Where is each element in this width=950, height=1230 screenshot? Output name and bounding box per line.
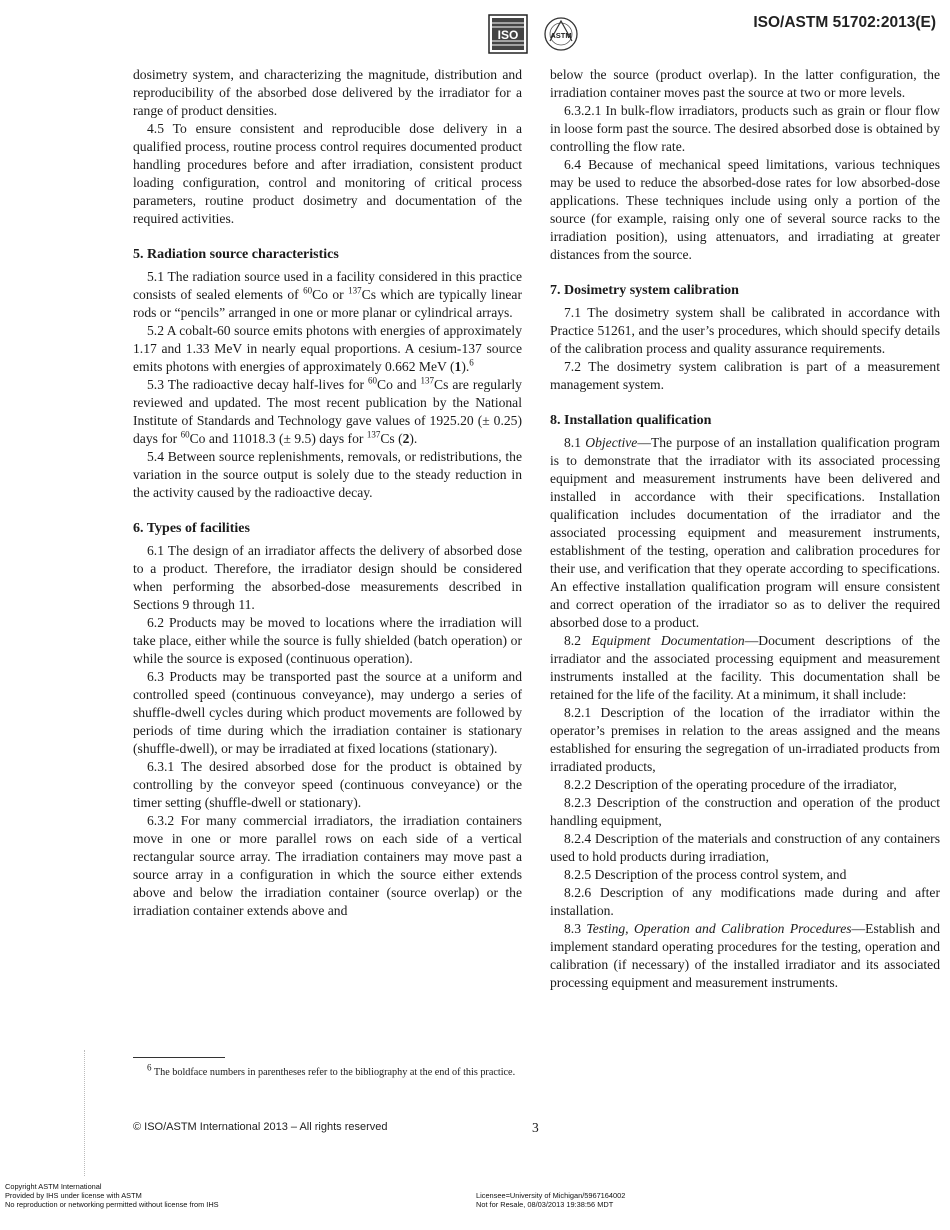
license-left: Copyright ASTM International Provided by IHS under license with ASTM No reproduction or networking permitted without license from IHS: [5, 1182, 219, 1209]
paragraph-6-4: 6.4 Because of mechanical speed limitations, various techniques may be used to reduce the absorbed-dose rates for low absorbed-dose applications. These techniques include using only a portion of the source (for example, raising only one of several source racks to the irradiation position), using attenuators, and irradiating at greater distances from the source.: [550, 157, 940, 262]
footnote: $^6$ The boldface numbers in parentheses refer to the bibliography at the end of this practice.: [147, 1062, 516, 1078]
paragraph-5-2: 5.2 A cobalt-60 source emits photons with energies of approximately 1.17 and 1.33 MeV in nearly equal proportions. A cesium-137 source emits photons with energies of approximately 0.662 MeV (1).$^6$: [133, 323, 522, 374]
paragraph-8-2-2: 8.2.2 Description of the operating procedure of the irradiator,: [564, 777, 897, 792]
paragraph-6-3-1: 6.3.1 The desired absorbed dose for the product is obtained by controlling by the conveyor speed (continuous conveyance) or the timer setting (shuffle-dwell or stationary).: [133, 759, 522, 810]
margin-dotted-line: [84, 1050, 85, 1176]
page-number: 3: [532, 1120, 539, 1135]
paragraph-4-5: 4.5 To ensure consistent and reproducible dose delivery in a qualified process, routine process control requires documented product handling procedures before and after irradiation, consistent product loading configuration, control and monitoring of critical process parameters, routine product dosimetry and documentation of the required activities.: [133, 121, 522, 226]
paragraph-8-2-3: 8.2.3 Description of the construction and operation of the product handling equipment,: [550, 795, 940, 828]
paragraph-6-3-2: 6.3.2 For many commercial irradiators, the irradiation containers move in one or more parallel rows on each side of a vertical rectangular source array. The irradiation containers may move past a source array in a configuration in which the source either extends above and below the irradiation container (source overlap) or the irradiation container extends above and: [133, 813, 522, 918]
paragraph-7-2: 7.2 The dosimetry system calibration is part of a measurement management system.: [550, 359, 940, 392]
license-right: Licensee=University of Michigan/5967164002 Not for Resale, 08/03/2013 19:38:56 MDT: [476, 1191, 626, 1209]
paragraph-5-1: 5.1 The radiation source used in a facility considered in this practice consists of sealed elements of $^{60}$Co or $^{137}$Cs which are typically linear rods or “pencils” arranged in one or more planar or cylindrical arrays.: [133, 269, 522, 320]
paragraph-8-2-4: 8.2.4 Description of the materials and construction of any containers used to hold products during irradiation,: [550, 831, 940, 864]
astm-logo-icon: [542, 15, 580, 53]
heading-section-7: 7. Dosimetry system calibration: [550, 283, 739, 298]
paragraph-8-3: 8.3 Testing, Operation and Calibration Procedures—Establish and implement standard operating procedures for the testing, operation and calibration (if necessary) of the installed irradiator and its associated processing equipment and measurement instruments.: [550, 921, 941, 990]
footnote-divider: [133, 1057, 225, 1058]
left-column: [133, 66, 522, 920]
paragraph-8-2-6: 8.2.6 Description of any modifications made during and after installation.: [550, 885, 940, 918]
paragraph-6-3-2-continued: below the source (product overlap). In the latter configuration, the irradiation container moves past the source at two or more levels.: [550, 67, 940, 100]
paragraph-6-3: 6.3 Products may be transported past the source at a uniform and controlled speed (continuous conveyance), may undergo a series of shuffle-dwell cycles during which product movements are followed by periods of time during which the irradiation container is stationary (shuffle-dwell), or may be irradiated at fixed locations (stationary).: [133, 669, 522, 756]
paragraph-6-2: 6.2 Products may be moved to locations where the irradiation will take place, either while the source is fully shielded (batch operation) or while the source is exposed (continuous operation).: [133, 615, 522, 666]
document-id: ISO/ASTM 51702:2013(E): [753, 14, 936, 31]
paragraph-8-2: 8.2 Equipment Documentation—Document descriptions of the irradiator and the associated processing equipment and measurement instruments installed at the facility. This documentation shall be retained for the life of the facility. At a minimum, it shall include:: [550, 633, 940, 702]
paragraph-4-4-continued: dosimetry system, and characterizing the magnitude, distribution and reproducibility of the absorbed dose delivered by the irradiator for a range of product densities.: [133, 67, 522, 118]
paragraph-5-4: 5.4 Between source replenishments, removals, or redistributions, the variation in the source output is solely due to the steady reduction in the activity caused by the radioactive decay.: [133, 449, 522, 500]
paragraph-8-2-5: 8.2.5 Description of the process control system, and: [564, 867, 847, 882]
paragraph-6-1: 6.1 The design of an irradiator affects the delivery of absorbed dose to a product. Therefore, the irradiator design should be considered when performing the absorbed-dose measurements described in Sections 9 through 11.: [133, 543, 522, 612]
heading-section-8: 8. Installation qualification: [550, 413, 712, 428]
paragraph-8-2-1: 8.2.1 Description of the location of the irradiator within the operator’s premises in relation to the areas assigned and the means established for ensuring the segregation of un-irradiated products from irradiated products,: [550, 705, 940, 774]
header-logos: [488, 14, 580, 54]
svg-text:ASTM: ASTM: [550, 31, 572, 40]
paragraph-7-1: 7.1 The dosimetry system shall be calibrated in accordance with Practice 51261, and the user’s procedures, which should specify details of the calibration process and quality assurance requirements.: [550, 305, 940, 356]
footnote-marker: 6: [469, 357, 474, 368]
heading-section-6: 6. Types of facilities: [133, 521, 250, 536]
svg-text:ISO: ISO: [497, 28, 519, 42]
paragraph-6-3-2-1: 6.3.2.1 In bulk-flow irradiators, products such as grain or flour flow in loose form past the source. The desired absorbed dose is obtained by controlling the flow rate.: [550, 103, 940, 154]
iso-logo-icon: [488, 14, 528, 54]
paragraph-5-3: 5.3 The radioactive decay half-lives for $^{60}$Co and $^{137}$Cs are regularly reviewed and updated. The most recent publication by the National Institute of Standards and Technology gave values of 1925.20 (± 0.25) days for $^{60}$Co and 11018.3 (± 9.5) days for $^{137}$Cs (2).: [133, 375, 522, 446]
paragraph-8-1: 8.1 Objective—The purpose of an installation qualification program is to demonstrate that the irradiator with its associated processing equipment and measurement instruments have been delivered and installed in accordance with their specifications. Installation qualification includes documentation of the irradiator and the associated processing equipment and measurement instruments, establishment of the testing, operation and calibration procedures for their use, and verification that they operate according to specifications. An effective installation qualification program will ensure consistent and correct operation of the irradiator so as to deliver the required absorbed dose to a product.: [550, 435, 940, 630]
heading-section-5: 5. Radiation source characteristics: [133, 247, 339, 262]
copyright-notice: © ISO/ASTM International 2013 – All rights reserved: [133, 1121, 388, 1133]
right-column: [550, 66, 940, 992]
